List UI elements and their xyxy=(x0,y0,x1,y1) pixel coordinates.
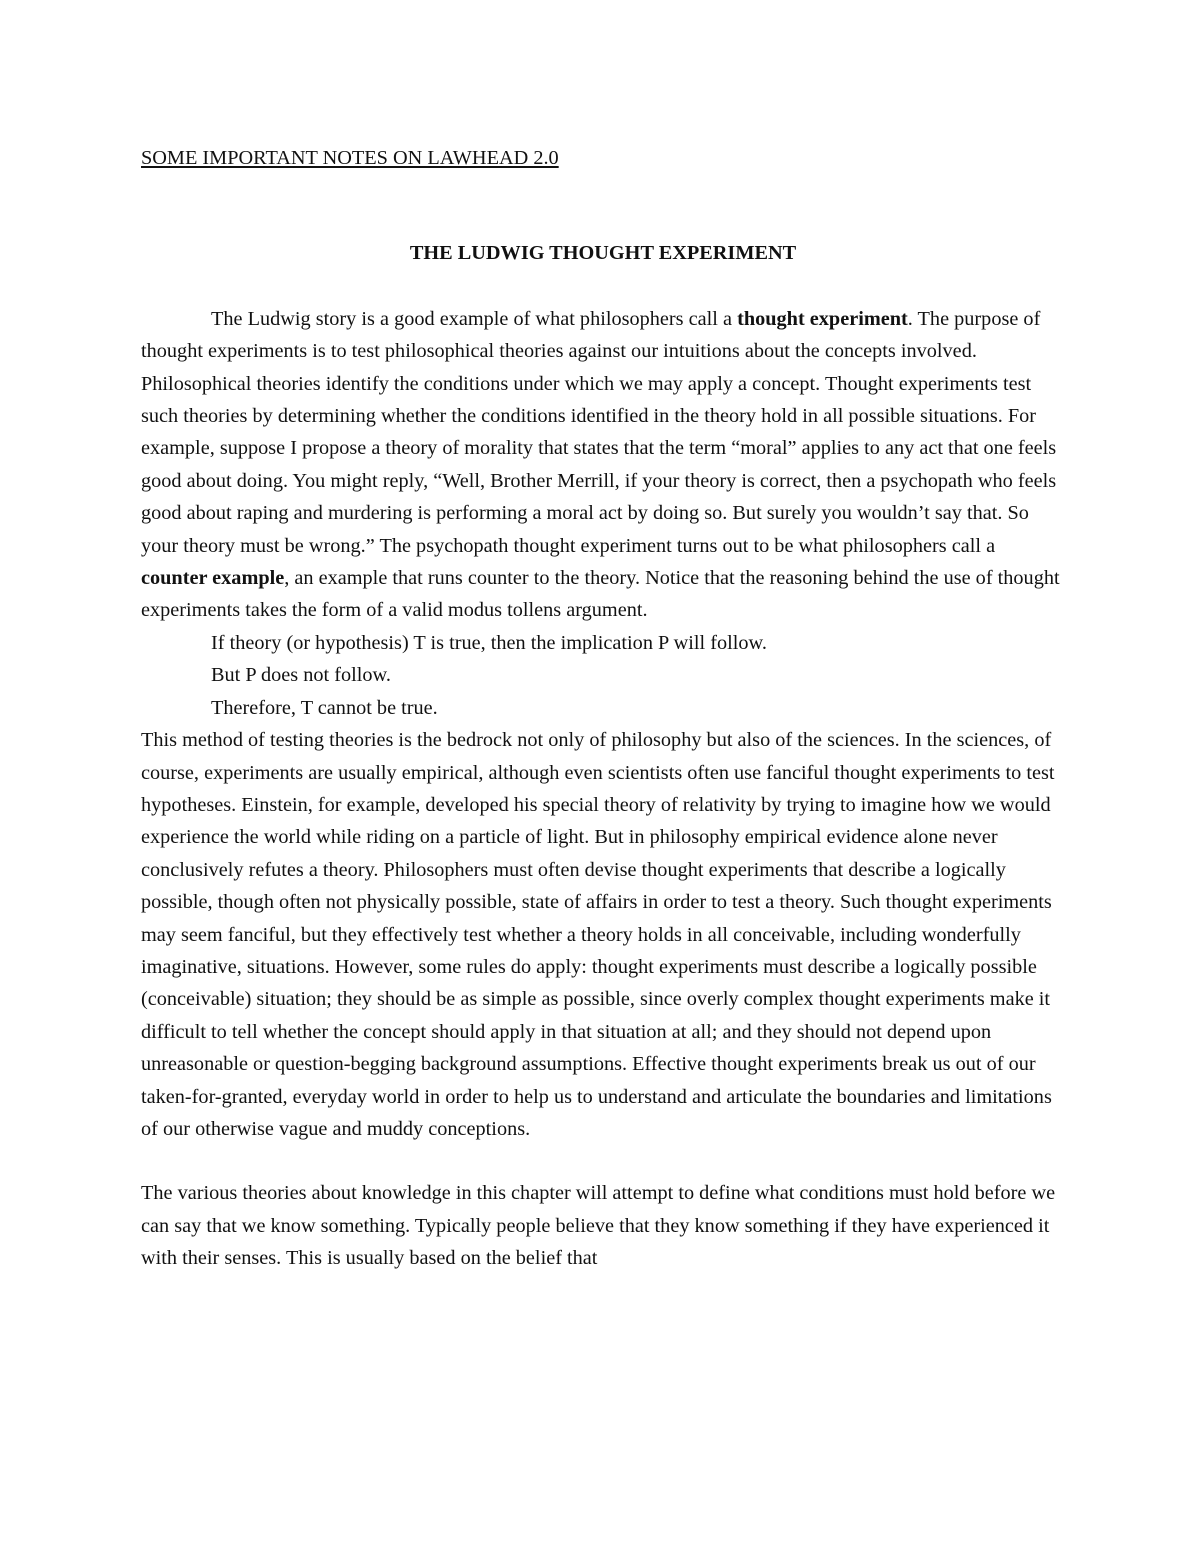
paragraph-text: . The purpose of thought experiments is to test philosophical theories against our intuitions about the concepts involved. Philosophical theories identify the conditions under which we may apply a concept. Thought experiments test such theories by determining whether the conditions identified in the theory hold in all possible situations. For example, suppose I propose a theory of morality that states that the term “moral” applies to any act that one feels good about doing. You might reply, “Well, Brother Merrill, if your theory is correct, then a psychopath who feels good about raping and murdering is performing a moral act by doing so. But surely you wouldn’t say that. So your theory must be wrong.” The psychopath thought experiment turns out to be what philosophers call a xyxy=(141,307,1057,557)
bold-term-thought-experiment: thought experiment xyxy=(737,307,908,330)
syllogism-conclusion: Therefore, T cannot be true. xyxy=(211,696,438,719)
paragraph-theories-of-knowledge: The various theories about knowledge in this chapter will attempt to define what conditions must hold before we can say that we know something. Typically people believe that they know something if they have experienced it with their senses. This is usually based on the belief that xyxy=(141,1182,1056,1270)
syllogism-premise-1: If theory (or hypothesis) T is true, then the implication P will follow. xyxy=(211,631,767,654)
syllogism-premise-2: But P does not follow. xyxy=(211,664,391,687)
paragraph-text: , an example that runs counter to the theory. Notice that the reasoning behind the use of thought experiments takes the form of a valid modus tollens argument. xyxy=(141,567,1060,622)
paragraph-testing-theories: This method of testing theories is the bedrock not only of philosophy but also of the sciences. In the sciences, of course, experiments are usually empirical, although even scientists often use fanciful thought experiments to test hypotheses. Einstein, for example, developed his special theory of relativity by trying to imagine how we would experience the world while riding on a particle of light. But in philosophy empirical evidence alone never conclusively refutes a theory. Philosophers must often devise thought experiments that describe a logically possible, though often not physically possible, state of affairs in order to test a theory. Such thought experiments may seem fanciful, but they effectively test whether a theory holds in all conceivable, including wonderfully imaginative, situations. However, some rules do apply: thought experiments must describe a logically possible (conceivable) situation; they should be as simple as possible, since overly complex thought experiments make it difficult to tell whether the concept should apply in that situation at all; and they should not depend upon unreasonable or question-begging background assumptions. Effective thought experiments break us out of our taken-for-granted, everyday world in order to help us to understand and articulate the boundaries and limitations of our otherwise vague and muddy conceptions. xyxy=(141,729,1055,1140)
bold-term-counter-example: counter example xyxy=(141,567,285,590)
section-title: THE LUDWIG THOUGHT EXPERIMENT xyxy=(409,242,797,265)
document-body xyxy=(141,142,1061,1275)
document-heading: SOME IMPORTANT NOTES ON LAWHEAD 2.0 xyxy=(141,147,559,169)
paragraph-text: The Ludwig story is a good example of what philosophers call a xyxy=(211,307,738,330)
paragraph-thought-experiment xyxy=(141,303,1061,627)
